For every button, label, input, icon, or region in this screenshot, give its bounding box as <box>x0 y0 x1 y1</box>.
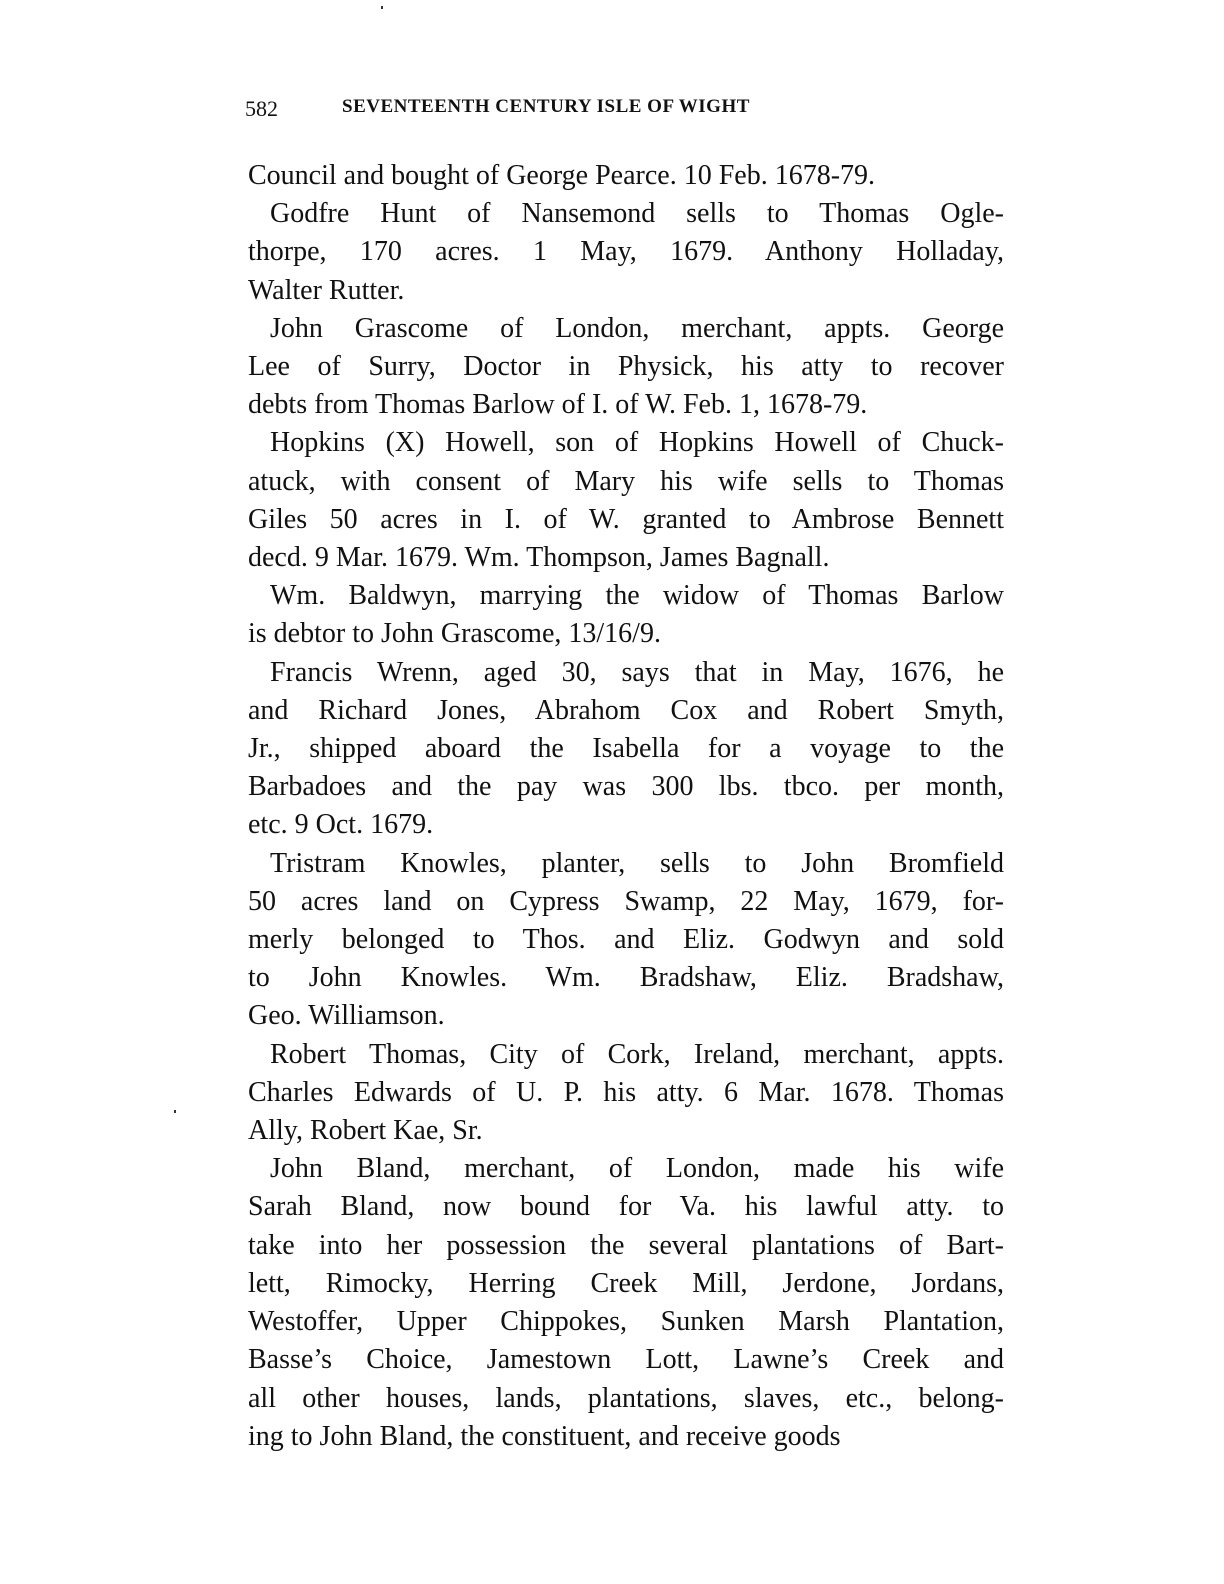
text-line: Basse’s Choice, Jamestown Lott, Lawne’s Creek and <box>248 1344 1004 1376</box>
text-line: Hopkins (X) Howell, son of Hopkins Howell of Chuck- <box>270 427 1004 459</box>
text-line: Tristram Knowles, planter, sells to John Bromfield <box>270 847 1004 879</box>
text-line: John Grascome of London, merchant, appts. George <box>270 312 1004 344</box>
text-line: Westoffer, Upper Chippokes, Sunken Marsh Plantation, <box>248 1306 1004 1338</box>
paragraph <box>248 310 1004 425</box>
paragraph <box>248 577 1004 653</box>
text-line: take into her possession the several plantations of Bart- <box>248 1229 1004 1261</box>
text-line: decd. 9 Mar. 1679. Wm. Thompson, James Bagnall. <box>248 542 830 574</box>
text-line: all other houses, lands, plantations, slaves, etc., belong- <box>248 1382 1004 1414</box>
text-line: 50 acres land on Cypress Swamp, 22 May, 1679, for- <box>248 885 1004 917</box>
running-title: SEVENTEENTH CENTURY ISLE OF WIGHT <box>342 96 750 117</box>
text-line: Ally, Robert Kae, Sr. <box>248 1115 483 1147</box>
text-line: Sarah Bland, now bound for Va. his lawful atty. to <box>248 1191 1004 1223</box>
text-line: Godfre Hunt of Nansemond sells to Thomas Ogle- <box>270 198 1004 230</box>
text-line: ing to John Bland, the constituent, and receive goods <box>248 1420 841 1452</box>
paragraph <box>248 195 1004 310</box>
paragraph <box>248 1150 1004 1456</box>
text-line: to John Knowles. Wm. Bradshaw, Eliz. Bradshaw, <box>248 962 1004 994</box>
text-line: and Richard Jones, Abrahom Cox and Robert Smyth, <box>248 694 1004 726</box>
page-number: 582 <box>245 96 278 121</box>
text-line: is debtor to John Grascome, 13/16/9. <box>248 618 661 650</box>
text-line: Jr., shipped aboard the Isabella for a voyage to the <box>248 733 1004 765</box>
paragraph <box>248 654 1004 845</box>
text-line: Geo. Williamson. <box>248 1000 445 1032</box>
text-line: etc. 9 Oct. 1679. <box>248 809 434 841</box>
paragraph <box>248 157 1004 195</box>
text-line: Giles 50 acres in I. of W. granted to Ambrose Bennett <box>248 503 1004 535</box>
text-line: Francis Wrenn, aged 30, says that in May, 1676, he <box>270 656 1004 688</box>
paragraph <box>248 1036 1004 1151</box>
text-line: merly belonged to Thos. and Eliz. Godwyn and sold <box>248 924 1004 956</box>
paragraph <box>248 845 1004 1036</box>
running-head <box>245 94 1005 124</box>
text-line: Council and bought of George Pearce. 10 Feb. 1678-79. <box>248 160 876 191</box>
text-line: Robert Thomas, City of Cork, Ireland, merchant, appts. <box>270 1038 1004 1070</box>
text-line: Barbadoes and the pay was 300 lbs. tbco. per month, <box>248 771 1004 803</box>
text-body <box>248 157 1004 1456</box>
paragraph <box>248 424 1004 577</box>
text-line: atuck, with consent of Mary his wife sells to Thomas <box>248 465 1004 497</box>
scan-speck <box>381 6 383 9</box>
text-line: debts from Thomas Barlow of I. of W. Feb. 1, 1678-79. <box>248 389 868 421</box>
scan-speck <box>174 1110 176 1113</box>
text-line: Charles Edwards of U. P. his atty. 6 Mar. 1678. Thomas <box>248 1076 1004 1108</box>
text-line: John Bland, merchant, of London, made his wife <box>270 1153 1004 1185</box>
text-line: Wm. Baldwyn, marrying the widow of Thomas Barlow <box>270 580 1004 612</box>
text-line: Lee of Surry, Doctor in Physick, his atty to recover <box>248 351 1004 383</box>
text-line: thorpe, 170 acres. 1 May, 1679. Anthony Holladay, <box>248 236 1004 268</box>
text-line: Walter Rutter. <box>248 274 405 306</box>
text-line: lett, Rimocky, Herring Creek Mill, Jerdone, Jordans, <box>248 1267 1004 1299</box>
